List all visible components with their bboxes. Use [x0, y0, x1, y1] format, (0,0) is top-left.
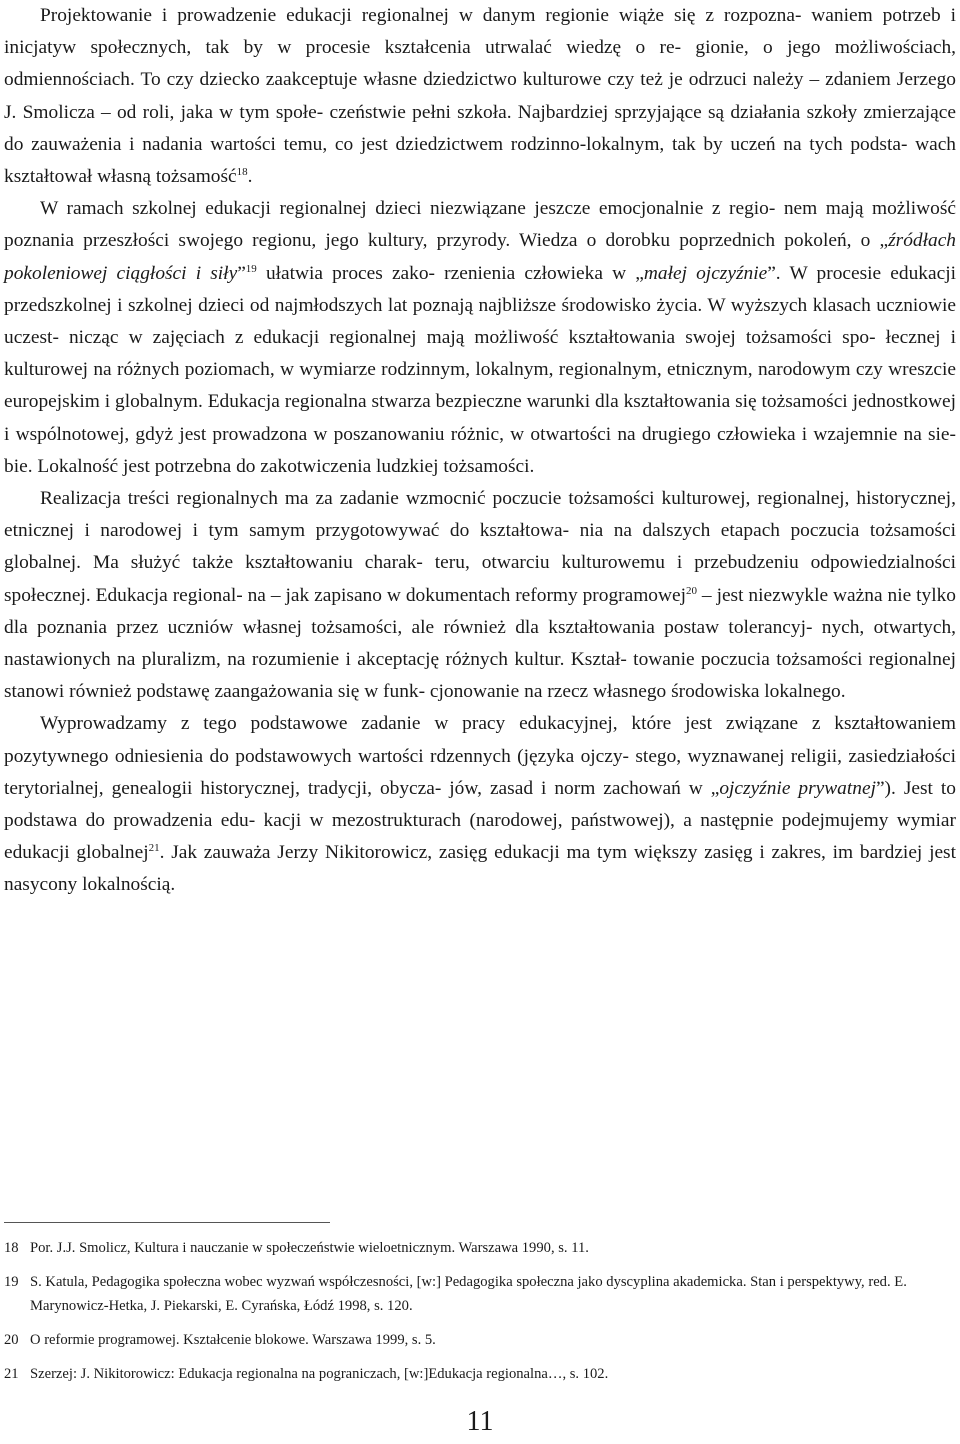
- text-run: .: [247, 166, 253, 188]
- italic-phrase: źródłach pokoleniowej ciągłości i siły: [4, 230, 956, 284]
- text-run: W ramach szkolnej edukacji regionalnej dzieci niezwiązane jeszcze emocjonalnie z regio- nem mają możliwość poznania przeszłości swojego regionu, jego kultury, przyrody. Wiedza o dorobku poprzednich pokoleń, o „: [4, 198, 956, 252]
- paragraph: [4, 193, 956, 483]
- page-number: 11: [466, 1406, 494, 1437]
- italic-phrase: małej ojczyźnie: [643, 262, 768, 284]
- text-run: . Jak zauważa Jerzy Nikitorowicz, zasięg edukacji ma tym większy zasięg i zakres, im bardziej jest nasycony lokalnością.: [4, 842, 956, 896]
- footnote-text: O reformie programowej. Kształcenie blokowe. Warszawa 1999, s. 5.: [30, 1332, 436, 1348]
- text-run: – jest niezwykle ważna nie tylko dla poznania przez uczniów własnej tożsamości, ale również dla kształtowania postaw tolerancyj- nych, otwartych, nastawionych na pluralizm, na rozumienie i akceptację różnych kultur. Kształ- towanie poczucia tożsamości regionalnej stanowi również podstawę zaangażowania się w funk- cjonowanie na rzecz własnego środowiska lokalnego.: [4, 584, 956, 703]
- footnote-ref: 21: [148, 842, 160, 855]
- footnote-number: 20: [4, 1332, 19, 1348]
- footnote-ref: 20: [686, 584, 697, 597]
- footnote: [4, 1236, 958, 1260]
- footnotes: [4, 1236, 958, 1396]
- text-run: ”. W procesie edukacji przedszkolnej i szkolnej dzieci od najmłodszych lat poznają najbliższe środowisko życia. W wyższych klasach uczniowie uczest- nicząc w zajęciach z edukacji regionalnej mają możliwość kształtowania swojej tożsamości spo- łecznej i kulturowej na różnych poziomach, w wymiarze rodzinnym, lokalnym, regionalnym, etnicznym, narodowym czy wreszcie europejskim i globalnym. Edukacja regionalna stwarza bezpieczne warunki dla kształtowania się tożsamości jednostkowej i wspólnotowej, gdyż jest prowadzona w poszanowaniu różnic, w otwartości na drugiego człowieka i wzajemnie na sie- bie. Lokalność jest potrzebna do zakotwiczenia ludzkiej tożsamości.: [4, 262, 956, 477]
- footnote: [4, 1270, 958, 1318]
- text-run: ”: [237, 262, 246, 284]
- italic-phrase: ojczyźnie prywatnej: [719, 777, 876, 799]
- footnote-text: Szerzej: J. Nikitorowicz: Edukacja regionalna na pograniczach, [w:]Edukacja regionalna…, s. 102.: [30, 1366, 609, 1382]
- text-run: ułatwia proces zako- rzenienia człowieka w „: [256, 262, 644, 284]
- footnote: [4, 1328, 958, 1352]
- footnote-number: 21: [4, 1366, 19, 1382]
- footnote-number: 18: [4, 1240, 19, 1256]
- footnote-text: Por. J.J. Smolicz, Kultura i nauczanie w społeczeństwie wieloetnicznym. Warszawa 1990, s. 11.: [30, 1240, 589, 1256]
- text-run: ”). Jest to podstawa do prowadzenia edu- kacji w mezostrukturach (narodowej, państwowej), a następnie podejmujemy wymiar edukacji globalnej: [4, 777, 956, 864]
- text-run: Realizacja treści regionalnych ma za zadanie wzmocnić poczucie tożsamości kulturowej, regionalnej, historycznej, etnicznej i narodowej i tym samym przygotowywać do kształtowa- nia na dalszych etapach poczucia tożsamości globalnej. Ma służyć także kształtowaniu charak- teru, otwarciu kulturowemu i przebudzeniu odpowiedzialności społecznej. Edukacja regional- na – jak zapisano w dokumentach reformy programowej: [4, 488, 956, 606]
- text-run: Wyprowadzamy z tego podstawowe zadanie w pracy edukacyjnej, które jest związane z kształtowaniem pozytywnego odniesienia do podstawowych wartości rdzennych (języka ojczy- stego, wyznawanej religii, zasiedziałości terytorialnej, genealogii historycznej, tradycji, obycza- jów, zasad i norm zachowań w „: [4, 713, 956, 799]
- paragraph: [4, 708, 956, 901]
- main-text: [4, 0, 956, 902]
- paragraph: [4, 483, 956, 708]
- footnote-ref: 19: [245, 262, 257, 275]
- footnote-separator: [4, 1222, 330, 1223]
- footnote-number: 19: [4, 1274, 19, 1290]
- footnote: [4, 1362, 958, 1386]
- footnote-ref: 18: [236, 166, 248, 179]
- paragraph: [4, 0, 956, 193]
- text-run: Projektowanie i prowadzenie edukacji regionalnej w danym regionie wiąże się z rozpozna- waniem potrzeb i inicjatyw społecznych, tak by w procesie kształcenia utrwalać wiedzę o re- gionie, o jego możliwościach, odmiennościach. To czy dziecko zaakceptuje własne dziedzictwo kulturowe czy też je odrzuci należy – zdaniem Jerzego J. Smolicza – od roli, jaka w tym społe- czeństwie pełni szkoła. Najbardziej sprzyjające są działania szkoły zmierzające do zauważenia i nadania wartości temu, co jest dziedzictwem rodzinno-lokalnym, tak by uczeń na tych podsta- wach kształtował własną tożsamość: [4, 5, 956, 188]
- footnote-text: S. Katula, Pedagogika społeczna wobec wyzwań współczesności, [w:] Pedagogika społeczna jako dyscyplina akademicka. Stan i perspektywy, red. E. Marynowicz-Hetka, J. Piekarski, E. Cyrańska, Łódź 1998, s. 120.: [30, 1274, 907, 1314]
